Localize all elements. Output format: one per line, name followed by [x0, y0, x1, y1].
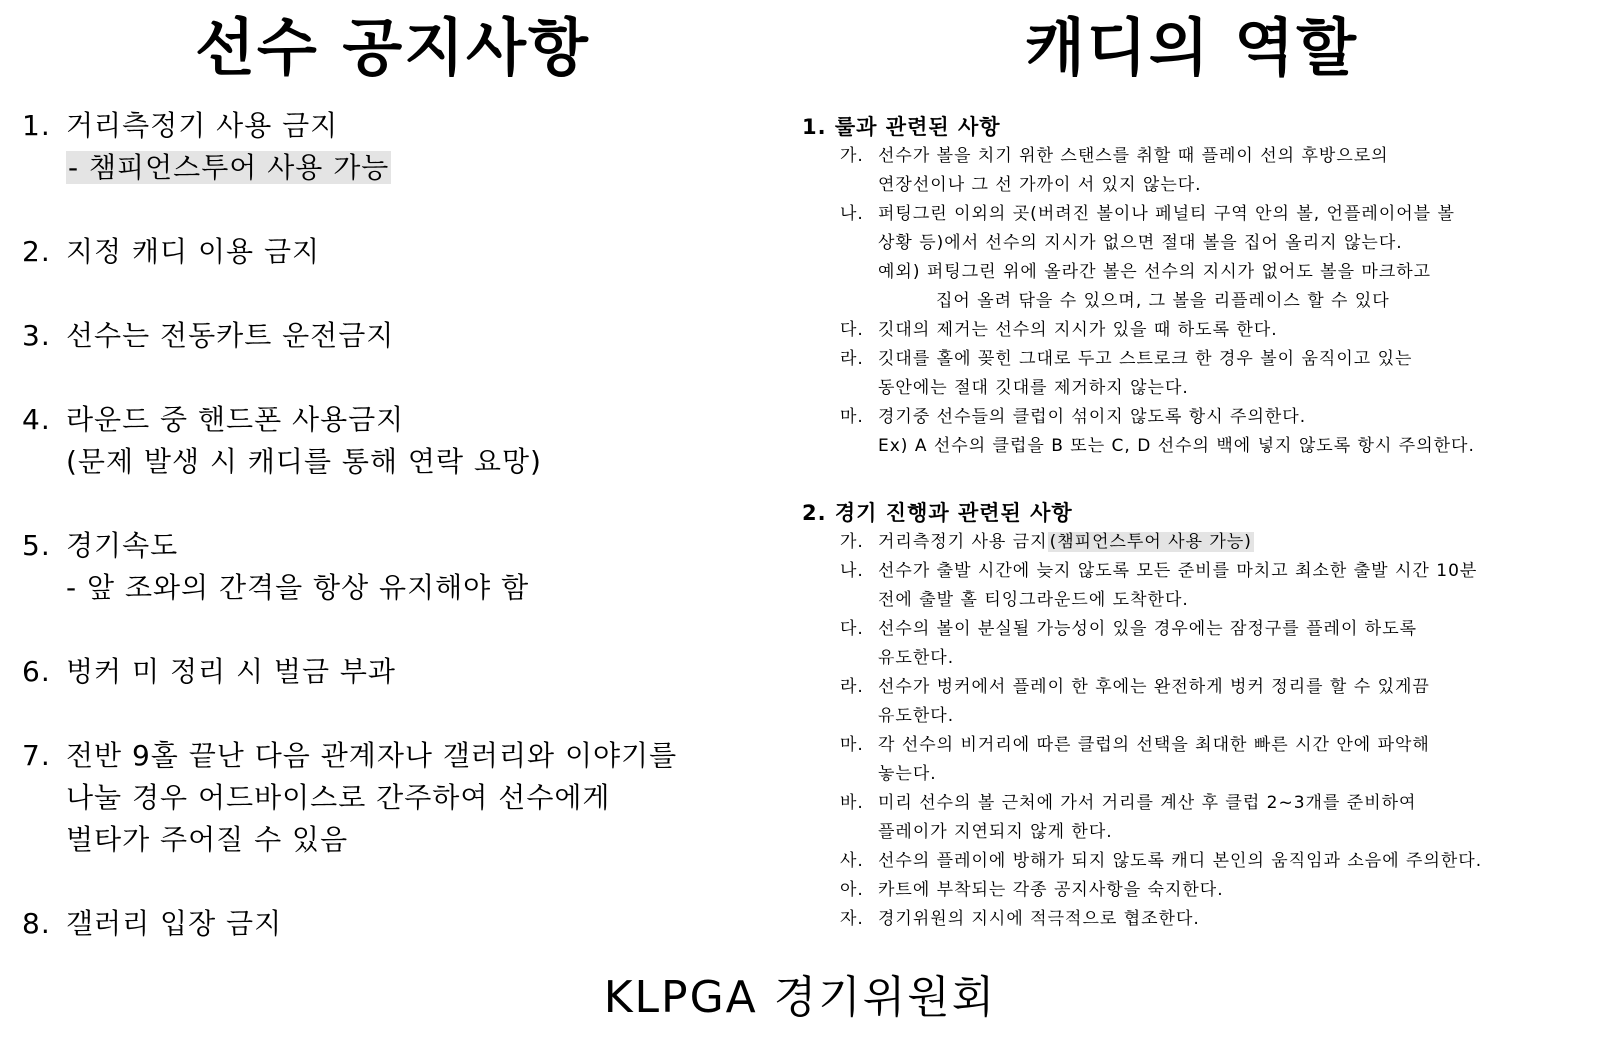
role-marker: 다.: [840, 320, 864, 340]
role-text: 거리측정기 사용 금지: [878, 532, 1048, 552]
notice-highlight: - 챔피언스투어 사용 가능: [68, 151, 390, 184]
notice-item: [22, 525, 782, 609]
role-item: [840, 528, 1592, 557]
notice-text: 라운드 중 핸드폰 사용금지: [66, 403, 405, 436]
role-exception-continuation-text: 집어 올려 닦을 수 있으며, 그 볼을 리플레이스 할 수 있다: [936, 291, 1390, 311]
rules-section: [802, 112, 1592, 461]
role-item: [840, 615, 1592, 644]
role-continuation: [840, 818, 1592, 847]
role-continuation-text: 유도한다.: [878, 648, 955, 668]
notice-number: 1.: [22, 109, 51, 142]
role-continuation: [840, 432, 1592, 461]
notice-subline: [22, 777, 782, 819]
role-continuation: [840, 760, 1592, 789]
footer-organization: KLPGA 경기위원회: [603, 972, 997, 1023]
role-continuation: [840, 586, 1592, 615]
notice-subtext: 벌타가 주어질 수 있음: [66, 823, 349, 856]
notice-subtext: 나눌 경우 어드바이스로 간주하여 선수에게: [66, 781, 611, 814]
role-continuation: [840, 702, 1592, 731]
role-text: 깃대의 제거는 선수의 지시가 있을 때 하도록 한다.: [878, 320, 1278, 340]
role-continuation-text: 전에 출발 홀 티잉그라운드에 도착한다.: [878, 590, 1189, 610]
notice-item: [22, 231, 782, 273]
role-marker: 가.: [840, 532, 864, 552]
role-item: [840, 876, 1592, 905]
role-item: [840, 905, 1592, 934]
notice-item: [22, 105, 782, 189]
role-text: 선수의 플레이에 방해가 되지 않도록 캐디 본인의 움직임과 소음에 주의한다.: [878, 851, 1483, 871]
notice-line: [22, 105, 782, 147]
notice-text: 지정 캐디 이용 금지: [66, 235, 321, 268]
notice-number: 4.: [22, 403, 51, 436]
role-text: 경기위원의 지시에 적극적으로 협조한다.: [878, 909, 1200, 929]
role-continuation-text: 유도한다.: [878, 706, 955, 726]
role-text: 선수가 볼을 치기 위한 스탠스를 취할 때 플레이 선의 후방으로의: [878, 146, 1389, 166]
role-continuation-text: 동안에는 절대 깃대를 제거하지 않는다.: [878, 378, 1189, 398]
role-item: [840, 789, 1592, 818]
role-item: [840, 731, 1592, 760]
notice-number: 6.: [22, 655, 51, 688]
notice-line: [22, 525, 782, 567]
role-text: 카트에 부착되는 각종 공지사항을 숙지한다.: [878, 880, 1224, 900]
notice-number: 5.: [22, 529, 51, 562]
role-marker: 라.: [840, 677, 864, 697]
role-continuation: [840, 171, 1592, 200]
role-text: 경기중 선수들의 클럽이 섞이지 않도록 항시 주의한다.: [878, 407, 1307, 427]
notice-item: [22, 651, 782, 693]
role-marker: 마.: [840, 735, 864, 755]
notice-line: [22, 315, 782, 357]
role-marker: 사.: [840, 851, 864, 871]
role-item: [840, 557, 1592, 586]
notice-subline: [22, 147, 782, 189]
notice-number: 2.: [22, 235, 51, 268]
role-continuation-text: 연장선이나 그 선 가까이 서 있지 않는다.: [878, 175, 1202, 195]
role-continuation-text: 상황 등)에서 선수의 지시가 없으면 절대 볼을 집어 올리지 않는다.: [878, 233, 1403, 253]
role-marker: 다.: [840, 619, 864, 639]
role-item: [840, 316, 1592, 345]
role-exception-continuation: [840, 287, 1592, 316]
section-heading: 1. 룰과 관련된 사항: [802, 115, 1001, 139]
notice-text: 갤러리 입장 금지: [66, 907, 283, 940]
notice-line: [22, 903, 782, 945]
notice-subline: [22, 567, 782, 609]
role-text: 퍼팅그린 이외의 곳(버려진 볼이나 페널티 구역 안의 볼, 언플레이어블 볼: [878, 204, 1455, 224]
progress-section: [802, 498, 1592, 934]
role-marker: 바.: [840, 793, 864, 813]
notice-line: [22, 231, 782, 273]
notice-item: [22, 735, 782, 861]
role-marker: 자.: [840, 909, 864, 929]
role-text: 선수가 벙커에서 플레이 한 후에는 완전하게 벙커 정리를 할 수 있게끔: [878, 677, 1430, 697]
notice-item: [22, 315, 782, 357]
role-item: [840, 847, 1592, 876]
notice-number: 8.: [22, 907, 51, 940]
role-marker: 라.: [840, 349, 864, 369]
role-item: [840, 142, 1592, 171]
notice-subtext: - 앞 조와의 간격을 항상 유지해야 함: [66, 571, 530, 604]
section-items: [802, 142, 1592, 461]
role-exception-text: 예외) 퍼팅그린 위에 올라간 볼은 선수의 지시가 없어도 볼을 마크하고: [878, 262, 1432, 282]
role-continuation-text: Ex) A 선수의 클럽을 B 또는 C, D 선수의 백에 넣지 않도록 항시 주의한다.: [878, 436, 1475, 456]
role-marker: 나.: [840, 204, 864, 224]
role-item: [840, 200, 1592, 229]
section-items: [802, 528, 1592, 934]
notices-list: [22, 105, 782, 987]
notice-number: 3.: [22, 319, 51, 352]
role-text: 선수의 볼이 분실될 가능성이 있을 경우에는 잠정구를 플레이 하도록: [878, 619, 1418, 639]
role-text: 미리 선수의 볼 근처에 가서 거리를 계산 후 클럽 2~3개를 준비하여: [878, 793, 1417, 813]
role-continuation: [840, 374, 1592, 403]
notice-text: 경기속도: [66, 529, 179, 562]
notice-line: [22, 651, 782, 693]
role-marker: 아.: [840, 880, 864, 900]
role-text: 각 선수의 비거리에 따른 클럽의 선택을 최대한 빠른 시간 안에 파악해: [878, 735, 1430, 755]
notice-subline: [22, 819, 782, 861]
role-continuation-text: 놓는다.: [878, 764, 937, 784]
notice-text: 벙커 미 정리 시 벌금 부과: [66, 655, 396, 688]
role-continuation: [840, 229, 1592, 258]
role-exception: [840, 258, 1592, 287]
role-highlight: (챔피언스투어 사용 가능): [1049, 532, 1252, 552]
notice-line: [22, 399, 782, 441]
notice-line: [22, 735, 782, 777]
notice-item: [22, 903, 782, 945]
notice-subline: [22, 441, 782, 483]
notice-subtext: (문제 발생 시 캐디를 통해 연락 요망): [66, 445, 542, 478]
role-marker: 나.: [840, 561, 864, 581]
role-item: [840, 673, 1592, 702]
caddie-roles-title: 캐디의 역할: [1025, 11, 1359, 84]
role-text: 깃대를 홀에 꽂힌 그대로 두고 스트로크 한 경우 볼이 움직이고 있는: [878, 349, 1413, 369]
role-text: 선수가 출발 시간에 늦지 않도록 모든 준비를 마치고 최소한 출발 시간 10분: [878, 561, 1478, 581]
role-marker: 마.: [840, 407, 864, 427]
notice-number: 7.: [22, 739, 51, 772]
notice-item: [22, 399, 782, 483]
role-item: [840, 403, 1592, 432]
section-heading: 2. 경기 진행과 관련된 사항: [802, 501, 1073, 525]
role-continuation-text: 플레이가 지연되지 않게 한다.: [878, 822, 1113, 842]
notices-title: 선수 공지사항: [195, 11, 590, 84]
notice-text: 거리측정기 사용 금지: [66, 109, 339, 142]
notice-text: 선수는 전동카트 운전금지: [66, 319, 395, 352]
role-item: [840, 345, 1592, 374]
notice-text: 전반 9홀 끝난 다음 관계자나 갤러리와 이야기를: [66, 739, 678, 772]
role-continuation: [840, 644, 1592, 673]
role-marker: 가.: [840, 146, 864, 166]
